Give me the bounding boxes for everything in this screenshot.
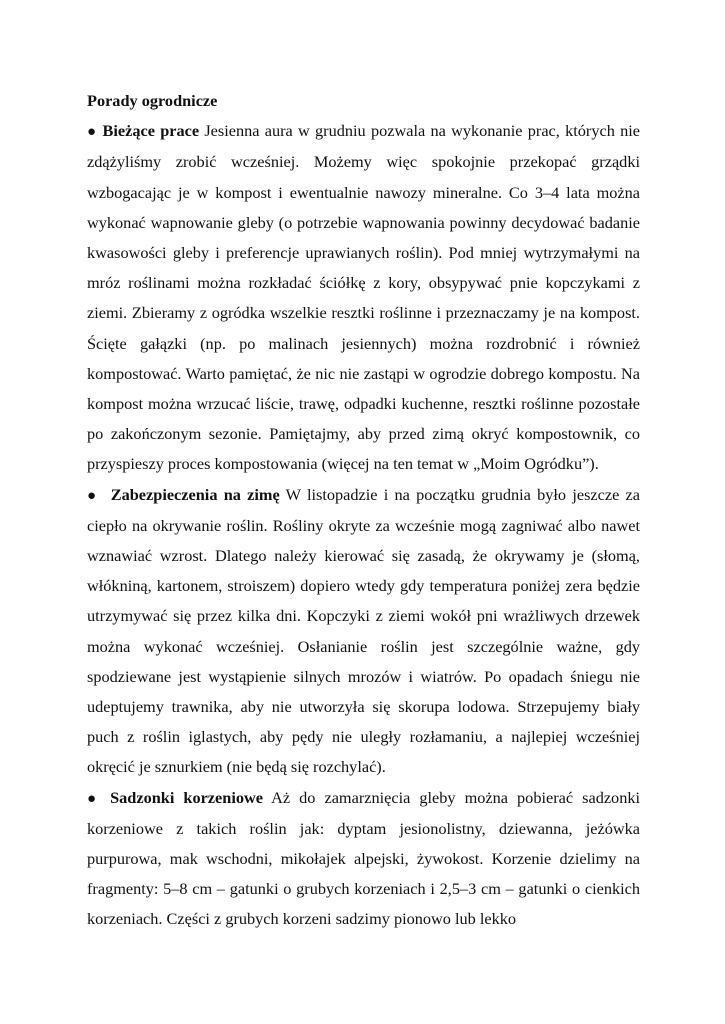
- section-heading: Bieżące prace: [102, 121, 200, 141]
- bullet-icon: ●: [87, 487, 99, 504]
- section-text: W listopadzie i na początku grudnia było jeszcze za ciepło na okrywanie roślin. Rośliny okryte za wcześnie mogą zagniwać albo nawet wznawiać wzrost. Dlatego należy kierować się zasadą, że okrywamy je (słomą, włókniną, kartonem, stroiszem) dopiero wtedy gdy temperatura poniżej zera będzie utrzymywać się przez kilka dni. Kopczyki z ziemi wokół pni wrażliwych drzewek można wykonać wcześniej. Osłanianie roślin jest szczególnie ważne, gdy spodziewane jest wystąpienie silnych mrozów i wiatrów. Po opadach śniegu nie udeptujemy trawnika, aby nie utworzyła się skorupa lodowa. Strzepujemy biały puch z roślin iglastych, aby pędy nie uległy rozłamaniu, a najlepiej wcześniej okręcić je sznurkiem (nie będą się rozchylać).: [87, 484, 641, 777]
- section-current-work: [87, 116, 640, 479]
- bullet-icon: ●: [87, 124, 98, 141]
- section-text: Jesienna aura w grudniu pozwala na wykonanie prac, których nie zdążyliśmy zrobić wcześniej. Możemy więc spokojnie przekopać grządki wzbogacając je w kompost i ewentualnie nawozy mineralne. Co 3–4 lata można wykonać wapnowanie gleby (o potrzebie wapnowania powinny decydować badanie kwasowości gleby i preferencje uprawianych roślin). Pod mniej wytrzymałymi na mróz roślinami można rozkładać ściółkę z kory, obsypywać pnie kopczykami z ziemi. Zbieramy z ogródka wszelkie resztki roślinne i przeznaczamy je na kompost. Ścięte gałązki (np. po malinach jesiennych) można rozdrobnić i również kompostować. Warto pamiętać, że nic nie zastąpi w ogrodzie dobrego kompostu. Na kompost można wrzucać liście, trawę, odpadki kuchenne, resztki roślinne pozostałe po zakończonym sezonie. Pamiętajmy, aby przed zimą okryć kompostownik, co przyspieszy proces kompostowania (więcej na ten temat w „Moim Ogródku”).: [87, 121, 640, 474]
- section-heading: Sadzonki korzeniowe: [110, 787, 263, 807]
- section-text: Aż do zamarznięcia gleby można pobierać sadzonki korzeniowe z takich roślin jak: dyptam jesionolistny, dziewanna, jeżówka purpurowa, mak wschodni, mikołajek alpejski, żywokost. Korzenie dzielimy na fragmenty: 5–8 cm – gatunki o grubych korzeniach i 2,5–3 cm – gatunki o cienkich korzeniach. Części z grubych korzeni sadzimy pionowo lub lekko: [87, 787, 641, 929]
- document-page: [87, 86, 640, 935]
- section-heading: Zabezpieczenia na zimę: [110, 484, 280, 504]
- section-root-cuttings: [87, 783, 640, 935]
- document-title: Porady ogrodnicze: [87, 91, 218, 110]
- bullet-icon: ●: [87, 790, 102, 807]
- section-winter-protection: [87, 480, 640, 783]
